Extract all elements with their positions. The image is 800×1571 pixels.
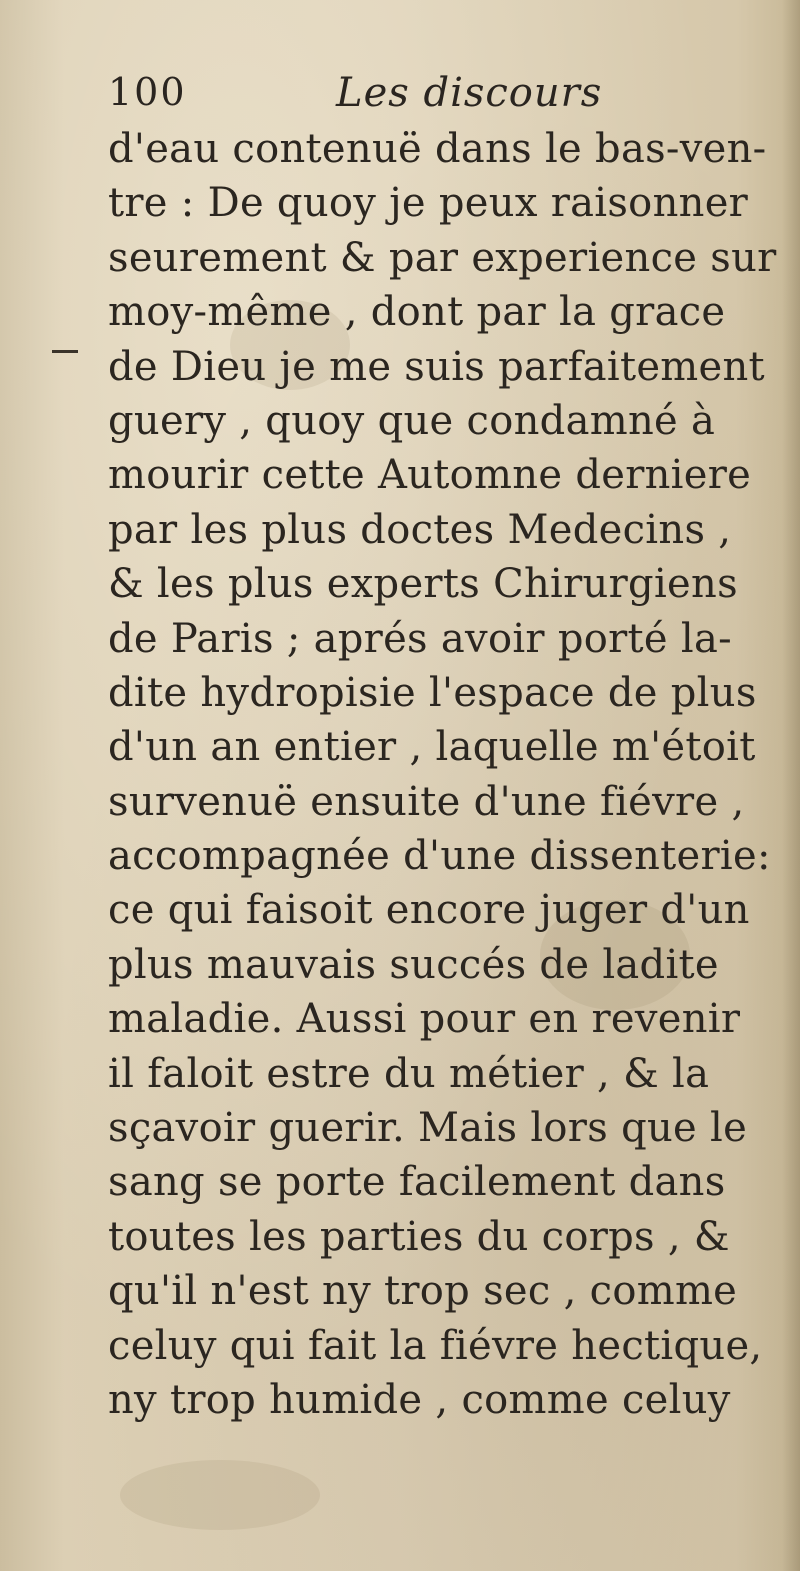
page-edge-shadow (782, 0, 800, 1571)
text-line: dite hydropisie l'espace de plus (108, 669, 757, 716)
text-line: survenuë ensuite d'une fiévre , (108, 778, 745, 825)
text-line: toutes les parties du corps , & (108, 1213, 730, 1260)
text-line: il faloit estre du métier , & la (108, 1050, 710, 1097)
text-line: accompagnée d'une dissenterie: (108, 833, 771, 880)
text-line: sang se porte facilement dans (108, 1159, 726, 1206)
text-line: plus mauvais succés de ladite (108, 941, 719, 988)
text-line: tre : De quoy je peux raisonner (108, 180, 749, 227)
text-line: sçavoir guerir. Mais lors que le (108, 1105, 748, 1152)
text-line: moy-même , dont par la grace (108, 289, 726, 336)
paper-stain (120, 1460, 320, 1530)
text-line: par les plus doctes Medecins , (108, 506, 732, 553)
page-number: 100 (108, 70, 187, 114)
text-line: seurement & par experience sur (108, 234, 777, 281)
text-line: d'un an entier , laquelle m'étoit (108, 724, 756, 771)
text-line: mourir cette Automne derniere (108, 452, 752, 499)
text-line: ny trop humide , comme celuy (108, 1376, 731, 1423)
text-line: de Dieu je me suis parfaitement (108, 343, 765, 390)
text-line: de Paris ; aprés avoir porté la- (108, 615, 732, 662)
text-line: qu'il n'est ny trop sec , comme (108, 1268, 738, 1315)
page-header (108, 70, 748, 120)
text-line: maladie. Aussi pour en revenir (108, 996, 741, 1043)
text-line: & les plus experts Chirurgiens (108, 561, 738, 608)
body-text (108, 122, 777, 1427)
text-line: guery , quoy que condamné à (108, 397, 716, 444)
margin-dash-mark (52, 350, 78, 353)
text-line: ce qui faisoit encore juger d'un (108, 887, 750, 934)
running-head: Les discours (336, 70, 603, 116)
text-line: d'eau contenuë dans le bas-ven- (108, 126, 767, 172)
text-line: celuy qui fait la fiévre hectique, (108, 1322, 763, 1369)
